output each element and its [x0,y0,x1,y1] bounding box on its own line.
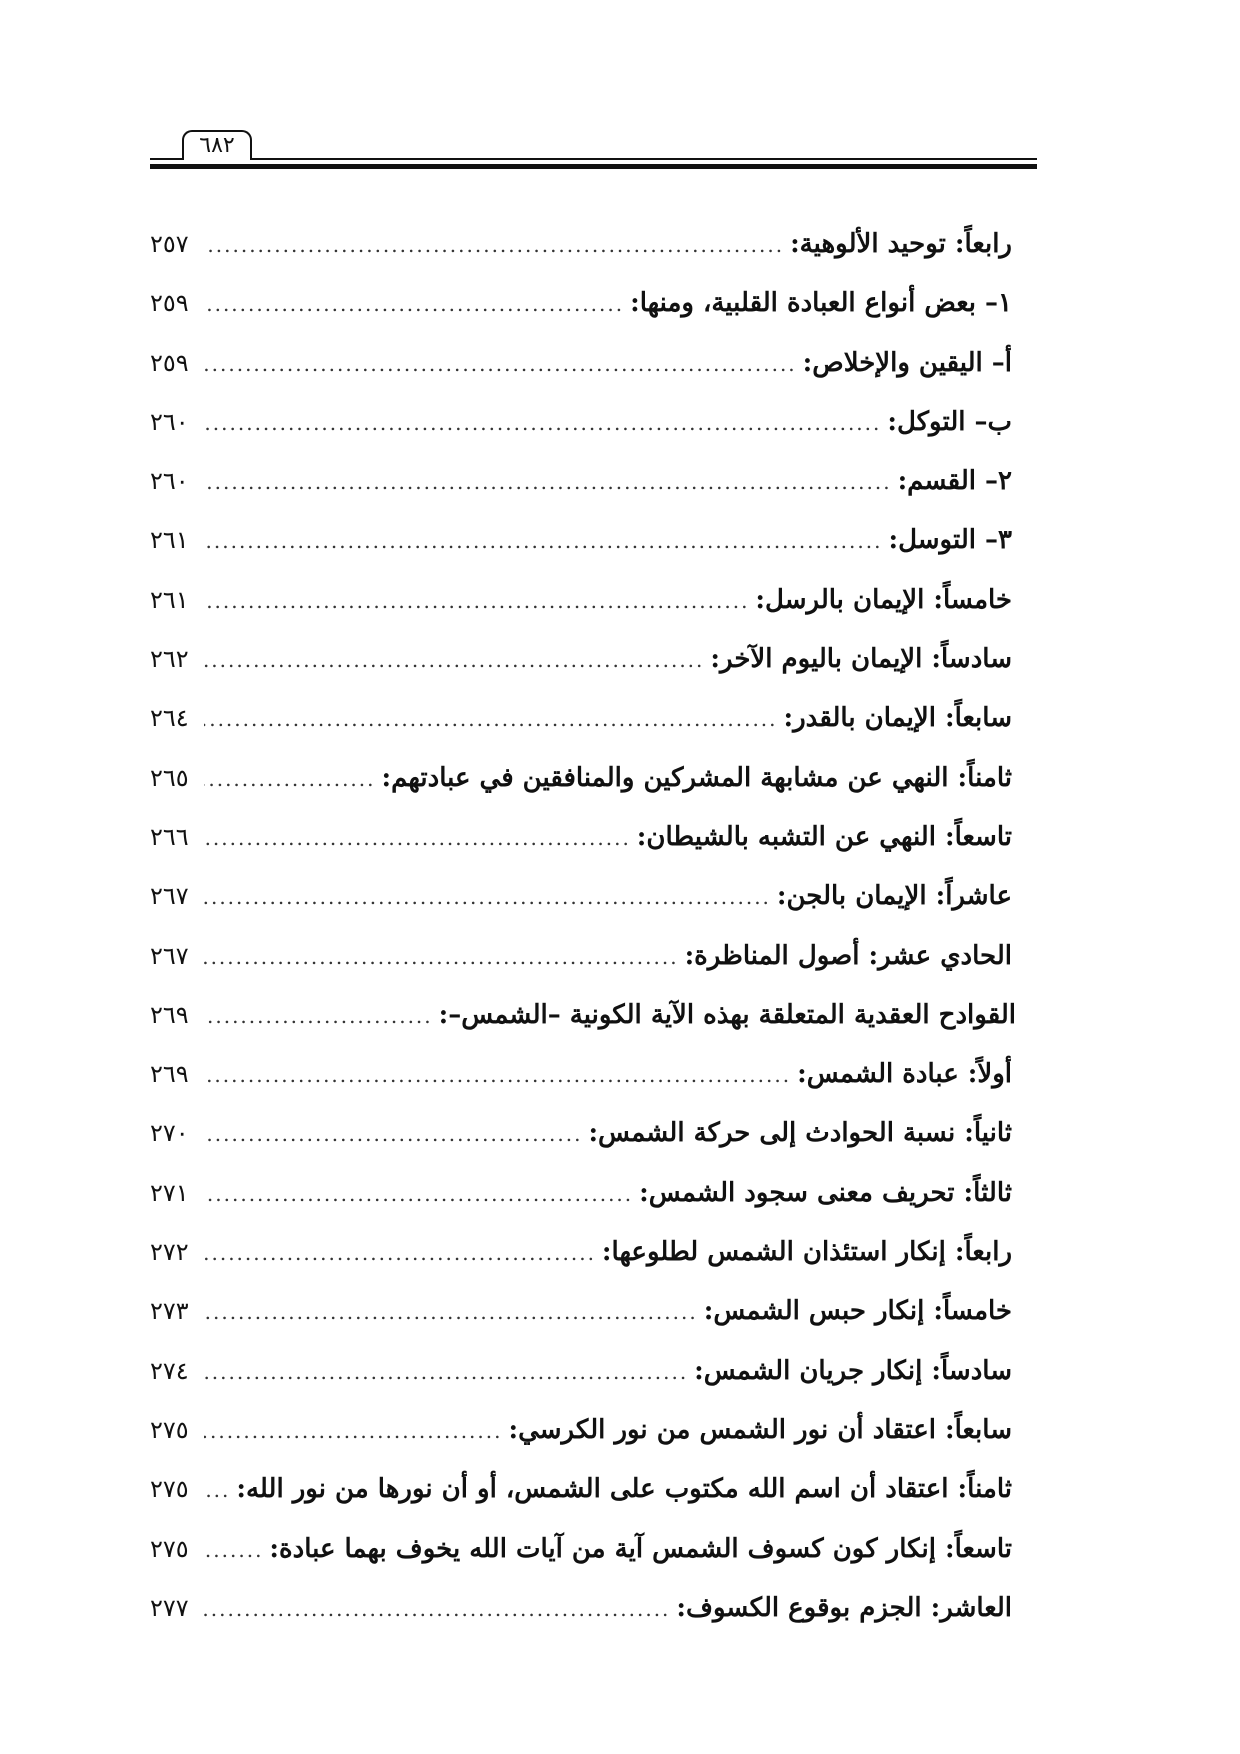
toc-entry-page: ٢٧١ [150,1178,189,1207]
toc-entry-title: ثانياً: نسبة الحوادث إلى حركة الشمس: [588,1118,1012,1149]
toc-entry-page: ٢٦٠ [150,407,189,436]
toc-entry-page: ٢٧٥ [150,1534,189,1563]
toc-entry [150,334,1012,393]
toc-leader-dots [204,1224,596,1283]
toc-leader-dots [204,750,376,809]
toc-entry [150,1045,1012,1104]
toc-entry-page: ٢٥٧ [150,230,189,258]
toc-leader-dots [204,1402,502,1461]
toc-entry-page: ٢٦١ [150,585,189,614]
toc-leader-dots [204,335,797,394]
toc-entry [150,986,1016,1045]
toc-entry-page: ٢٧٣ [150,1297,189,1326]
toc-entry-title: أولاً: عبادة الشمس: [797,1059,1012,1090]
toc-entry [150,630,1012,689]
toc-leader-dots [204,216,784,275]
toc-entry-page: ٢٦٦ [150,822,189,851]
toc-entry-title: القوادح العقدية المتعلقة بهذه الآية الكونية –الشمس–: [438,999,1016,1030]
toc-entry [150,808,1012,867]
toc-entry-title: خامساً: إنكار حبس الشمس: [703,1296,1012,1327]
toc-leader-dots [204,1521,263,1580]
table-of-contents [150,215,1016,1638]
toc-entry-page: ٢٦٠ [150,467,189,496]
toc-leader-dots [204,1283,698,1342]
toc-entry-title: تاسعاً: إنكار كون كسوف الشمس آية من آيات الله يخوف بهما عبادة: [269,1533,1012,1564]
toc-leader-dots [204,275,624,334]
toc-leader-dots [204,987,433,1046]
toc-entry-page: ٢٥٩ [150,348,189,377]
page-header [150,122,1037,174]
toc-entry [150,393,1012,452]
toc-leader-dots [204,572,749,631]
page-number: ٦٨٢ [182,130,252,160]
toc-entry [150,1282,1012,1341]
toc-entry-title: العاشر: الجزم بوقوع الكسوف: [676,1592,1012,1623]
toc-leader-dots [204,631,704,690]
toc-entry-page: ٢٦٤ [150,704,189,733]
toc-leader-dots [204,512,882,571]
toc-entry-title: تاسعاً: النهي عن التشبه بالشيطان: [636,821,1012,852]
toc-entry-page: ٢٦٩ [150,1060,189,1089]
toc-leader-dots [204,809,631,868]
toc-entry [150,1342,1012,1401]
toc-entry [150,927,1012,986]
toc-entry-title: سابعاً: اعتقاد أن نور الشمس من نور الكرسي: [508,1414,1012,1445]
toc-entry-page: ٢٧٥ [150,1415,189,1444]
toc-entry [150,274,1012,333]
toc-entry-page: ٢٧٥ [150,1475,189,1504]
toc-entry-title: سابعاً: الإيمان بالقدر: [783,703,1012,734]
toc-entry [150,1579,1012,1638]
toc-entry-title: سادساً: الإيمان باليوم الآخر: [710,644,1012,675]
toc-entry [150,571,1012,630]
toc-entry [150,215,1012,274]
toc-leader-dots [204,1343,688,1402]
toc-entry-page: ٢٦٩ [150,1000,189,1029]
toc-entry-title: ٣– التوسل: [888,525,1012,556]
toc-entry-title: ثالثاً: تحريف معنى سجود الشمس: [639,1177,1012,1208]
toc-entry-page: ٢٦٥ [150,763,189,792]
toc-entry-page: ٢٧٤ [150,1356,189,1385]
toc-entry-page: ٢٥٩ [150,289,189,318]
toc-entry-title: ٢– القسم: [897,466,1012,497]
toc-entry-title: ثامناً: اعتقاد أن اسم الله مكتوب على الشمس، أو أن نورها من نور الله: [236,1474,1012,1505]
toc-leader-dots [204,394,881,453]
toc-entry-title: ب– التوكل: [887,406,1012,437]
toc-entry-page: ٢٧٧ [150,1593,189,1622]
toc-leader-dots [204,868,771,927]
toc-entry-page: ٢٦٧ [150,941,189,970]
toc-entry-title: رابعاً: إنكار استئذان الشمس لطلوعها: [601,1237,1012,1268]
toc-entry [150,1104,1012,1163]
toc-entry [150,452,1012,511]
toc-entry [150,1223,1012,1282]
toc-leader-dots [204,690,778,749]
toc-leader-dots [204,453,892,512]
toc-leader-dots [204,1165,633,1224]
toc-leader-dots [204,1046,791,1105]
toc-entry-page: ٢٧٠ [150,1119,189,1148]
toc-leader-dots [204,1105,582,1164]
toc-entry-page: ٢٦٢ [150,645,189,674]
toc-entry-page: ٢٦١ [150,526,189,555]
toc-entry [150,1164,1012,1223]
toc-entry [150,511,1012,570]
toc-entry-title: سادساً: إنكار جريان الشمس: [694,1355,1012,1386]
toc-entry [150,1520,1012,1579]
toc-leader-dots [204,1580,670,1639]
toc-entry-page: ٢٦٧ [150,882,189,911]
toc-entry-title: خامساً: الإيمان بالرسل: [755,584,1012,615]
toc-entry-title: الحادي عشر: أصول المناظرة: [684,940,1012,971]
toc-entry-title: رابعاً: توحيد الألوهية: [790,229,1012,259]
toc-entry-title: ثامناً: النهي عن مشابهة المشركين والمنافقين في عبادتهم: [381,762,1012,793]
toc-entry [150,689,1012,748]
toc-entry [150,1401,1012,1460]
toc-entry-title: أ– اليقين والإخلاص: [802,347,1012,378]
toc-entry [150,867,1012,926]
toc-entry [150,749,1012,808]
header-rule-thick [150,164,1037,169]
header-rule-thin [150,158,1037,160]
toc-entry [150,1460,1012,1519]
toc-leader-dots [204,928,679,987]
toc-entry-page: ٢٧٢ [150,1238,189,1267]
toc-entry-title: عاشراً: الإيمان بالجن: [776,881,1012,912]
toc-entry-title: ١– بعض أنواع العبادة القلبية، ومنها: [630,288,1012,319]
toc-leader-dots [204,1461,230,1520]
